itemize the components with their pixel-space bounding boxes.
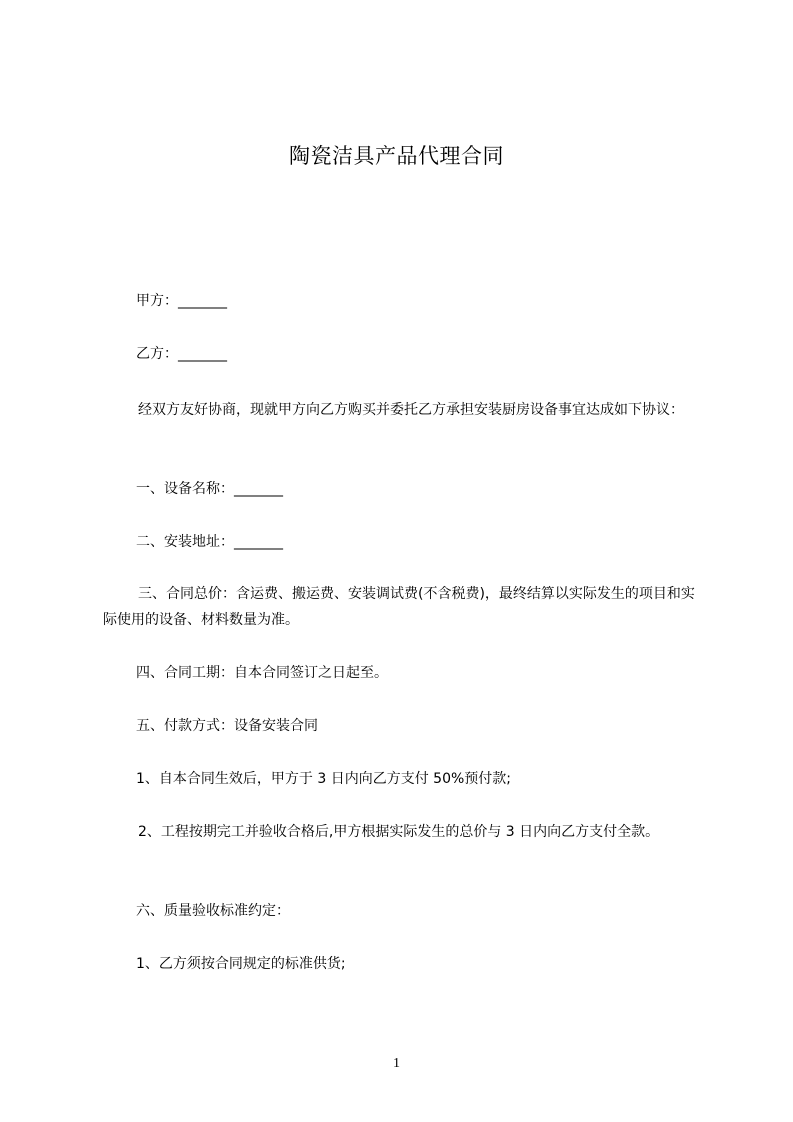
clause-5-payment-method: 五、付款方式：设备安装合同	[136, 718, 318, 734]
party-a-line: 甲方：_______	[136, 293, 227, 309]
document-title: 陶瓷洁具产品代理合同	[289, 144, 504, 168]
intro-paragraph: 经双方友好协商，现就甲方向乙方购买并委托乙方承担安装厨房设备事宜达成如下协议：	[138, 402, 684, 418]
clause-5-item-1: 1、自本合同生效后，甲方于 3 日内向乙方支付 50%预付款;	[136, 771, 511, 787]
page-number: 1	[393, 1056, 400, 1071]
clause-3-total-price: 三、合同总价：含运费、搬运费、安装调试费(不含税费)，最终结算以实际发生的项目和实际使用的设备、材料数量为准。	[103, 586, 695, 628]
clause-5-item-2: 2、工程按期完工并验收合格后,甲方根据实际发生的总价与 3 日内向乙方支付全款。	[138, 824, 660, 840]
clause-6-item-1: 1、乙方须按合同规定的标准供货;	[136, 956, 346, 972]
party-b-line: 乙方：_______	[136, 346, 227, 362]
clause-4-construction-period: 四、合同工期：自本合同签订之日起至。	[136, 665, 388, 681]
clause-6-quality-acceptance: 六、质量验收标准约定：	[136, 903, 290, 919]
clause-1-equipment-name: 一、设备名称：_______	[136, 481, 283, 497]
clause-2-install-address: 二、安装地址：_______	[136, 534, 283, 550]
